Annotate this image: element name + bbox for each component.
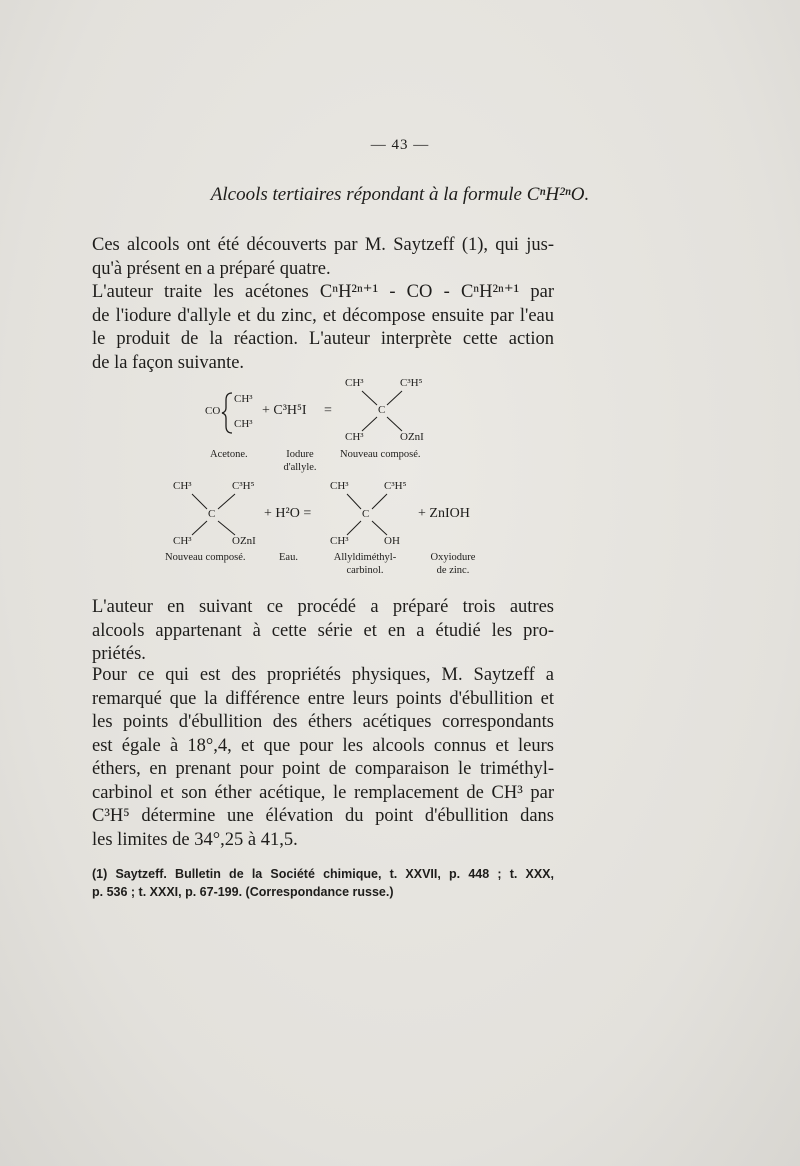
caption-nouveau-2: Nouveau composé. (165, 552, 246, 563)
text-line: éthers, en prenant pour point de comparaison le triméthyl- (92, 759, 554, 779)
caption-iodure-line1: Iodure (286, 449, 314, 460)
equals-sign: = (324, 403, 332, 418)
paragraph-3 (92, 664, 554, 852)
text-line: est égale à 18°,4, et que pour les alcools connus et leurs (92, 735, 554, 756)
plus-allyl-iodide: + C³H⁵I (262, 403, 307, 418)
right-oh: OH (384, 535, 400, 547)
acetone-ch3-bottom: CH³ (234, 418, 253, 430)
right-ch3-bottom: CH³ (330, 535, 349, 547)
product-oznl: OZnI (400, 431, 424, 443)
product-c3h5-top: C³H⁵ (400, 377, 423, 389)
text-line: qu'à présent en a préparé quatre. (92, 258, 331, 279)
plus-zinc-oxyiodide: + ZnIOH (418, 506, 470, 521)
right-c3h5-top: C³H⁵ (384, 480, 407, 492)
page-number: — 43 — (370, 137, 430, 153)
right-ch3-top: CH³ (330, 480, 349, 492)
product-ch3-top: CH³ (345, 377, 364, 389)
caption-allyl-line1: Allyldiméthyl- (333, 552, 397, 563)
caption-iodure-line2: d'allyle. (283, 462, 317, 473)
left-ch3-bottom: CH³ (173, 535, 192, 547)
product-ch3-bottom: CH³ (345, 431, 364, 443)
footnote-line: (1) Saytzeff. Bulletin de la Société chimique, t. XXVII, p. 448 ; t. XXX, (92, 867, 554, 881)
text-line: de l'iodure d'allyle et du zinc, et décompose ensuite par l'eau (92, 305, 554, 326)
caption-iodure (270, 448, 330, 474)
caption-allyl-line2: carbinol. (346, 565, 384, 576)
caption-nouveau-1: Nouveau composé. (340, 449, 421, 460)
caption-eau: Eau. (279, 552, 298, 563)
acetone-ch3-top: CH³ (234, 393, 253, 405)
left-carbon: C (208, 508, 216, 520)
text-line: remarqué que la différence entre leurs points d'ébullition et (92, 688, 554, 709)
caption-acetone: Acetone. (210, 449, 248, 460)
caption-oxy-line2: de zinc. (436, 565, 470, 576)
section-title: Alcools tertiaires répondant à la formule CⁿH²ⁿO. (210, 184, 590, 205)
paragraph-2 (92, 596, 554, 667)
plus-water: + H²O = (264, 506, 312, 521)
acetone-co: CO (205, 405, 221, 417)
caption-oxy-line1: Oxyiodure (430, 552, 476, 563)
left-ch3-top: CH³ (173, 480, 192, 492)
text-line: L'auteur traite les acétones CⁿH²ⁿ⁺¹ - CO - CⁿH²ⁿ⁺¹ par (92, 282, 554, 302)
text-line: alcools appartenant à cette série et en a étudié les pro- (92, 620, 554, 641)
left-c3h5-top: C³H⁵ (232, 480, 255, 492)
text-line: le produit de la réaction. L'auteur interprète cette action (92, 329, 554, 349)
text-line: de la façon suivante. (92, 352, 245, 373)
text-line: C³H⁵ détermine une élévation du point d'ébullition dans (92, 806, 554, 826)
text-line: les points d'ébullition des éthers acétiques correspondants (92, 712, 554, 732)
text-line: les limites de 34°,25 à 41,5. (92, 829, 298, 850)
text-line: Pour ce qui est des propriétés physiques, M. Saytzeff a (92, 665, 554, 685)
caption-oxyiodure (420, 551, 486, 577)
text-line: priétés. (92, 644, 146, 664)
caption-allyldimethyl (325, 551, 405, 577)
intro-paragraph (92, 234, 554, 375)
text-line: Ces alcools ont été découverts par M. Saytzeff (1), qui jus- (92, 235, 554, 255)
left-oznl: OZnI (232, 535, 256, 547)
product-carbon: C (378, 404, 386, 416)
footnote (92, 865, 554, 901)
footnote-line: p. 536 ; t. XXXI, p. 67-199. (Correspondance russe.) (92, 885, 394, 899)
text-line: carbinol et son éther acétique, le remplacement de CH³ par (92, 782, 554, 803)
text-line: L'auteur en suivant ce procédé a préparé trois autres (92, 597, 554, 617)
right-carbon: C (362, 508, 370, 520)
